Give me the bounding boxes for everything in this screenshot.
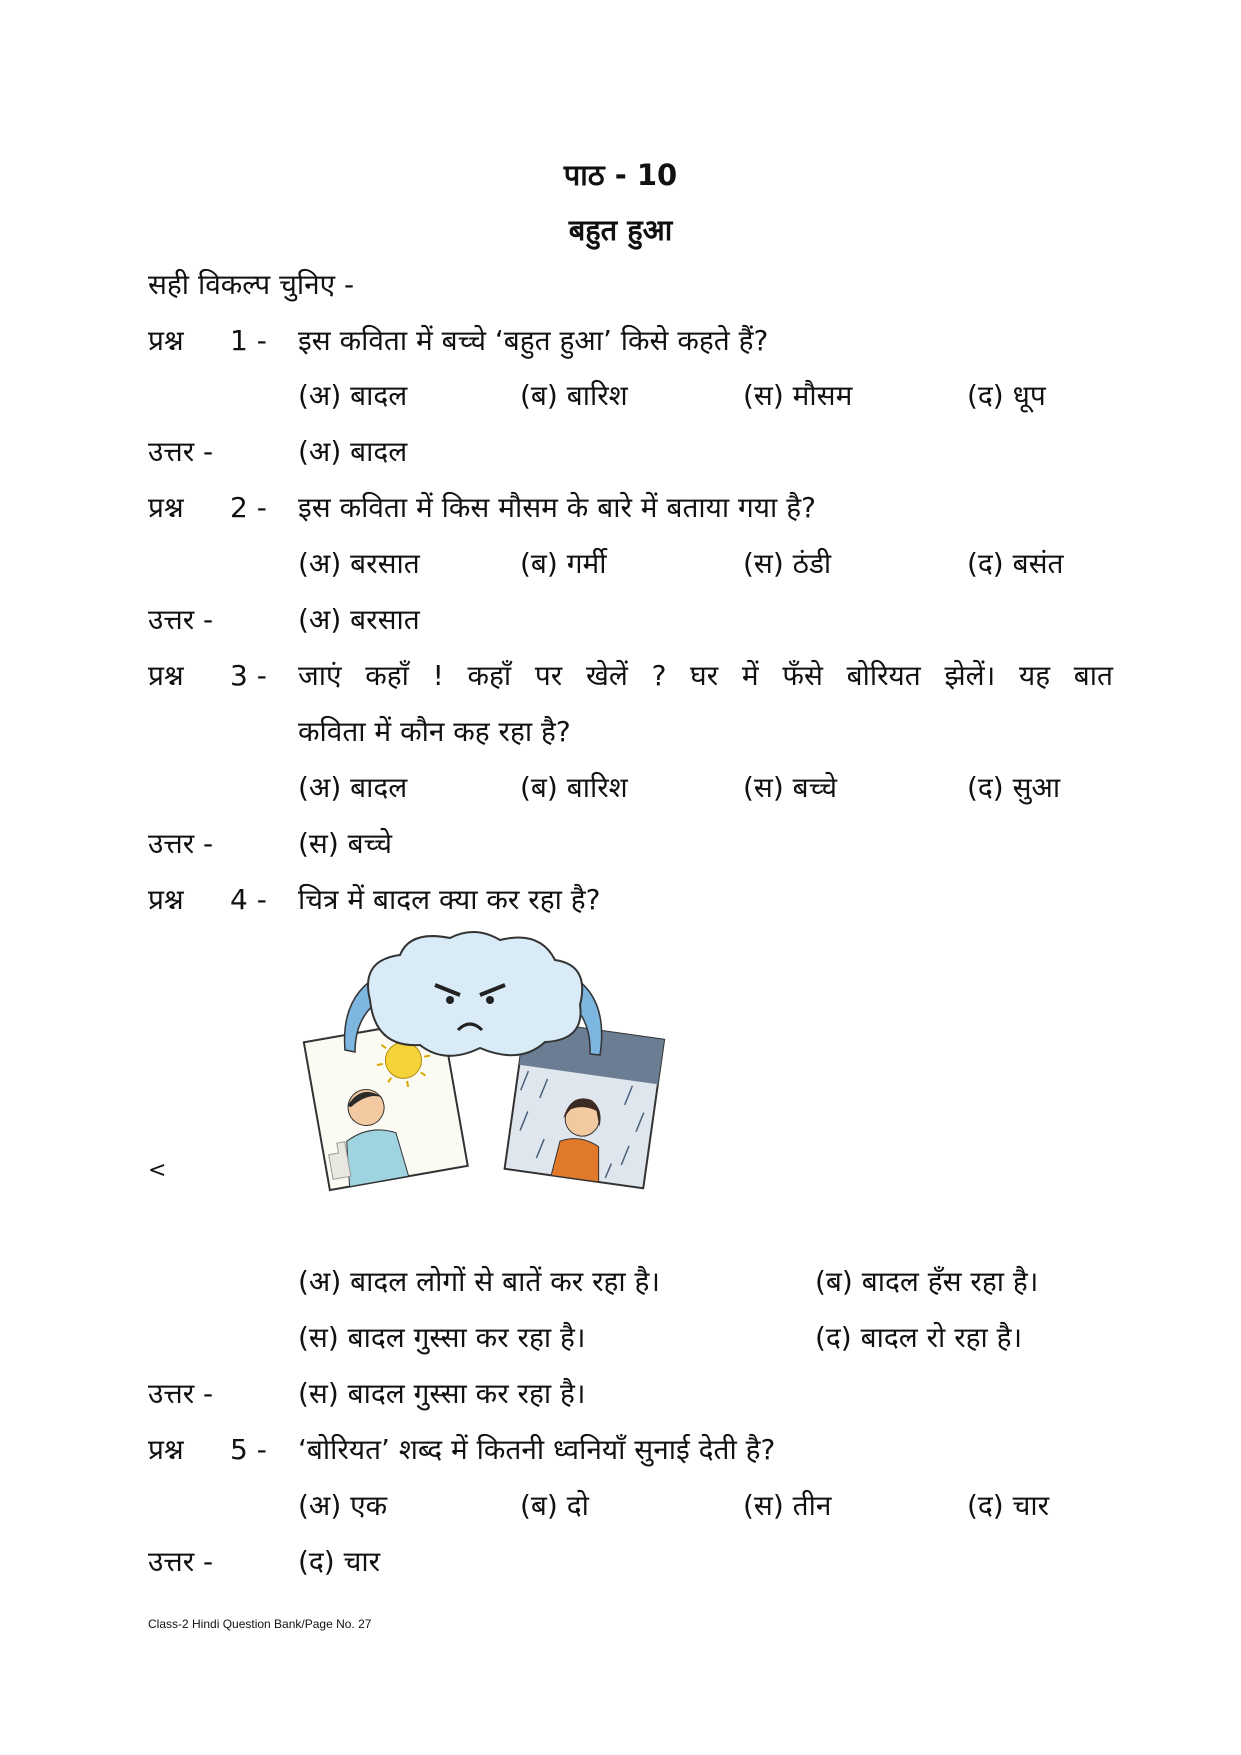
word: ! [432, 659, 444, 692]
option-a: (अ) बादल [298, 771, 408, 804]
angry-cloud-illustration [300, 930, 670, 1200]
word: फँसे [782, 659, 823, 692]
word: कहाँ [467, 659, 512, 692]
option-d: (द) सुआ [967, 771, 1061, 804]
option-c: (स) बादल गुस्सा कर रहा है। [298, 1321, 586, 1354]
option-d: (द) धूप [967, 379, 1046, 412]
question-label: प्रश्न [148, 659, 184, 692]
option-d: (द) बसंत [967, 547, 1064, 580]
answer-text: (स) बादल गुस्सा कर रहा है। [298, 1377, 586, 1410]
answer-label: उत्तर - [148, 435, 214, 468]
question-number: 4 - [230, 883, 267, 916]
answer-label: उत्तर - [148, 603, 214, 636]
answer-text: (द) चार [298, 1545, 381, 1578]
question-number: 2 - [230, 491, 267, 524]
question-label: प्रश्न [148, 491, 184, 524]
question-number: 1 - [230, 324, 267, 357]
question-label: प्रश्न [148, 883, 184, 916]
lesson-number: पाठ - 10 [563, 158, 678, 192]
answer-label: उत्तर - [148, 827, 214, 860]
question-text-line1 [298, 656, 1113, 696]
option-a: (अ) एक [298, 1489, 388, 1522]
word: बोरियत [846, 659, 921, 692]
question-text: इस कविता में किस मौसम के बारे में बताया गया है? [298, 491, 816, 524]
word: ? [651, 659, 667, 692]
option-c: (स) तीन [743, 1489, 832, 1522]
option-c: (स) ठंडी [743, 547, 832, 580]
answer-text: (स) बच्चे [298, 827, 393, 860]
question-number: 5 - [230, 1433, 267, 1466]
question-number: 3 - [230, 659, 267, 692]
option-c: (स) बच्चे [743, 771, 838, 804]
answer-text: (अ) बरसात [298, 603, 420, 636]
answer-label: उत्तर - [148, 1377, 214, 1410]
question-text-line2: कविता में कौन कह रहा है? [298, 715, 571, 748]
word: पर [534, 659, 563, 692]
answer-label: उत्तर - [148, 1545, 214, 1578]
word: जाएं [298, 659, 342, 692]
option-b: (ब) बादल हँस रहा है। [815, 1265, 1039, 1298]
instruction: सही विकल्प चुनिए - [148, 268, 355, 301]
question-text: ‘बोरियत’ शब्द में कितनी ध्वनियाँ सुनाई देती है? [298, 1433, 776, 1466]
word: खेलें [585, 659, 628, 692]
option-b: (ब) दो [520, 1489, 589, 1522]
option-d: (द) बादल रो रहा है। [815, 1321, 1023, 1354]
option-b: (ब) बारिश [520, 379, 628, 412]
question-label: प्रश्न [148, 1433, 184, 1466]
option-a: (अ) बरसात [298, 547, 420, 580]
answer-text: (अ) बादल [298, 435, 408, 468]
lesson-title: बहुत हुआ [568, 213, 673, 247]
option-a: (अ) बादल लोगों से बातें कर रहा है। [298, 1265, 661, 1298]
word: झेलें। [944, 659, 996, 692]
option-b: (ब) गर्मी [520, 547, 607, 580]
page-footer: Class-2 Hindi Question Bank/Page No. 27 [148, 1617, 372, 1631]
option-c: (स) मौसम [743, 379, 853, 412]
word: बात [1073, 659, 1113, 692]
word: यह [1018, 659, 1051, 692]
question-text: चित्र में बादल क्या कर रहा है? [298, 883, 601, 916]
word: घर [690, 659, 719, 692]
option-d: (द) चार [967, 1489, 1050, 1522]
image-marker: < [148, 1158, 167, 1183]
word: में [741, 659, 759, 692]
question-label: प्रश्न [148, 324, 184, 357]
word: कहाँ [365, 659, 409, 692]
option-a: (अ) बादल [298, 379, 408, 412]
question-text: इस कविता में बच्चे ‘बहुत हुआ’ किसे कहते हैं? [298, 324, 769, 357]
option-b: (ब) बारिश [520, 771, 628, 804]
